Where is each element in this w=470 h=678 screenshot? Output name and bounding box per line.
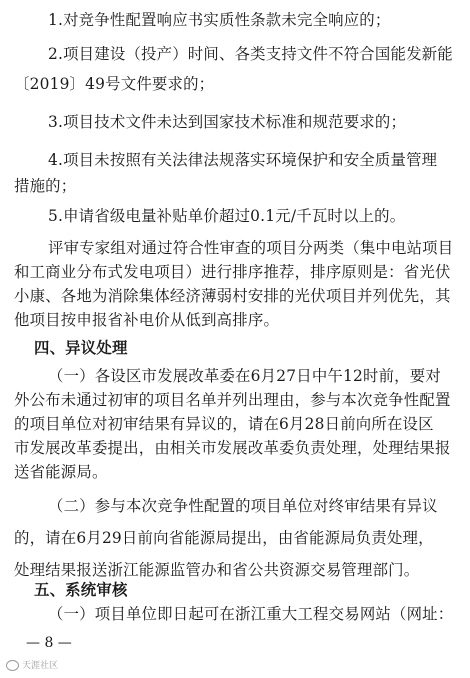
section-heading-system-review: 五、系统审核 [34, 581, 128, 599]
objection-2-line: （二）参与本次竞争性配置的项目单位对终审结果有异议 [48, 497, 438, 515]
criterion-2: 2.项目建设（投产）时间、各类支持文件不符合国能发新能 [48, 45, 453, 63]
ranking-paragraph-line: 小康、各地为消除集体经济薄弱村安排的光伏项目并列优先，其 [14, 287, 451, 305]
objection-2-line: 处理结果报送浙江能源监管办和省公共资源交易管理部门。 [14, 561, 420, 579]
watermark [6, 658, 58, 671]
watermark-icon [6, 660, 19, 671]
objection-1-line: （一）各设区市发展改革委在6月27日中午12时前，要对 [48, 367, 441, 385]
objection-1-line: 外公布未通过初审的项目名单并列出理由，参与本次竞争性配置 [14, 391, 451, 409]
page-number: — 8 — [26, 635, 72, 651]
objection-1-line: 送省能源局。 [14, 463, 108, 481]
criterion-3: 3.项目技术文件未达到国家技术标准和规范要求的； [48, 113, 407, 131]
watermark-text: 天涯社区 [22, 661, 59, 671]
objection-1-line: 的项目单位对初审结果有异议的，请在6月28日前向所在设区 [14, 415, 434, 433]
ranking-paragraph-line: 他项目按申报省补电价从低到高排序。 [14, 311, 280, 329]
objection-1-line: 市发展改革委提出，由相关市发展改革委负责处理，处理结果报 [14, 439, 451, 457]
section-heading-objections: 四、异议处理 [34, 339, 128, 357]
criterion-5: 5.申请省级电量补贴单价超过0.1元/千瓦时以上的。 [48, 207, 406, 225]
criterion-4: 4.项目未按照有关法律法规落实环境保护和安全质量管理 [48, 151, 438, 169]
criterion-2-cont: 〔2019〕49号文件要求的； [14, 75, 215, 93]
ranking-paragraph-line: 和工商业分布式发电项目）进行排序推荐，排序原则是：省光伏 [14, 263, 451, 281]
criterion-1: 1.对竞争性配置响应书实质性条款未完全响应的； [48, 11, 391, 29]
objection-2-line: 的，请在6月29日前向省能源局提出，由省能源局负责处理， [14, 529, 434, 547]
criterion-4-cont: 措施的； [14, 177, 77, 195]
system-review-line: （一）项目单位即日起可在浙江重大工程交易网站（网址： [48, 605, 454, 623]
ranking-paragraph-line: 评审专家组对通过符合性审查的项目分两类（集中电站项目 [48, 239, 454, 257]
